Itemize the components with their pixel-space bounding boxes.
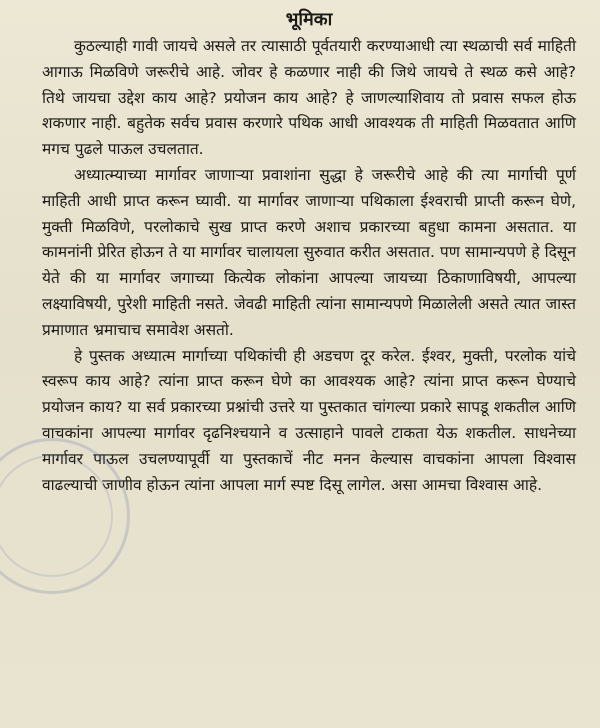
paragraph-3: हे पुस्तक अध्यात्म मार्गाच्या पथिकांची ही अडचण दूर करेल. ईश्वर, मुक्ती, परलोक यांचे स्वरूप काय आहे? त्यांना प्राप्त करून घेणे का आवश्यक आहे? त्यांना प्राप्त करून घेण्याचे प्रयोजन काय? या सर्व प्रकारच्या प्रश्नांची उत्तरे या पुस्तकात चांगल्या प्रकारे सापडू शकतील आणि वाचकांना आपल्या मार्गावर दृढनिश्चयाने व उत्साहाने पावले टाकता येऊ शकतील. साधनेच्या मार्गावर पाऊल उचलण्यापूर्वी या पुस्तकाचें नीट मनन केल्यास वाचकांना आपला विश्वास वाढल्याची जाणीव होऊन त्यांना आपला मार्ग स्पष्ट दिसू लागेल. असा आमचा विश्वास आहे. bbox=[42, 346, 576, 494]
paragraph-1: कुठल्याही गावी जायचे असले तर त्यासाठी पूर्वतयारी करण्याआधी त्या स्थळाची सर्व माहिती आगाऊ मिळविणे जरूरीचे आहे. जोवर हे कळणार नाही की जिथे जायचे ते स्थळ कसे आहे? तिथे जायचा उद्देश काय आहे? प्रयोजन काय आहे? हे जाणल्याशिवाय तो प्रवास सफल होऊ शकणार नाही. बहुतेक सर्वच प्रवास करणारे पथिक आधी आवश्यक ती माहिती मिळवतात आणि मगच पुढले पाऊल उचलतात. bbox=[42, 37, 576, 159]
paragraph-2: अध्यात्म्याच्या मार्गावर जाणाऱ्या प्रवाशांना सुद्धा हे जरूरीचे आहे की त्या मार्गाची पूर्ण माहिती आधी प्राप्त करून घ्यावी. या मार्गावर जाणाऱ्या पथिकाला ईश्वराची प्राप्ती करून घेणे, मुक्ती मिळविणे, परलोकाचे सुख प्राप्त करणे अशाच प्रकारच्या बहुधा कामना असतात. या कामनांनी प्रेरित होऊन ते या मार्गावर चालायला सुरुवात करीत असतात. पण सामान्यपणे हे दिसून येते की या मार्गावर जगाच्या कित्येक लोकांना आपल्या जायच्या ठिकाणाविषयी, आपल्या लक्ष्याविषयी, पुरेशी माहिती नसते. जेवढी माहिती त्यांना सामान्यपणे मिळालेली असते त्यात जास्त प्रमाणात भ्रमाचाच समावेश असतो. bbox=[42, 165, 576, 339]
page-title: भूमिका bbox=[285, 9, 333, 30]
